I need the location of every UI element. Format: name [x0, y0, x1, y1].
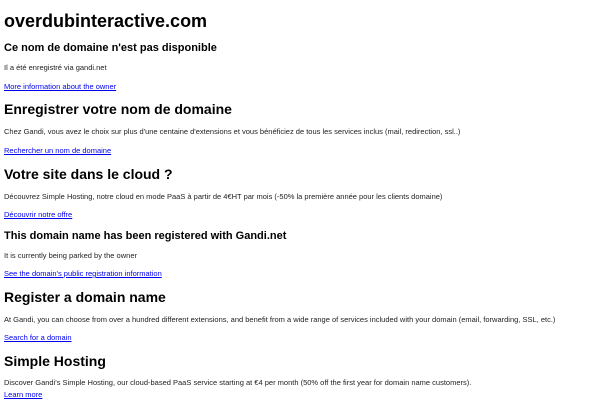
registered-via-text: Il a été enregistré via gandi.net — [4, 63, 107, 72]
register-domain-text-fr: Chez Gandi, vous avez le choix sur plus d'une centaine d'extensions et vous bénéficiez de tous les services inclus (mail, redirection, ssl..) — [4, 127, 461, 136]
simple-hosting-text-en: Discover Gandi's Simple Hosting, our cloud-based PaaS service starting at €4 per month (50% off the first year for domain name customers). — [4, 378, 472, 387]
registered-gandi-heading: This domain name has been registered with Gandi.net — [4, 230, 287, 242]
register-domain-heading-fr: Enregistrer votre nom de domaine — [4, 101, 232, 117]
parked-text: It is currently being parked by the owner — [4, 251, 137, 260]
search-domain-link-en[interactable]: Search for a domain — [4, 333, 72, 342]
register-domain-text-en: At Gandi, you can choose from over a hundred different extensions, and benefit from a wide range of services included with your domain (email, forwarding, SSL, etc.) — [4, 315, 556, 324]
public-registration-link[interactable]: See the domain's public registration information — [4, 269, 162, 278]
owner-info-link[interactable]: More information about the owner — [4, 82, 117, 91]
page-title: overdubinteractive.com — [4, 11, 208, 31]
cloud-heading-fr: Votre site dans le cloud ? — [4, 166, 173, 182]
unavailable-heading: Ce nom de domaine n'est pas disponible — [4, 42, 217, 54]
learn-more-link[interactable]: Learn more — [4, 390, 43, 399]
search-domain-link-fr[interactable]: Rechercher un nom de domaine — [4, 146, 112, 155]
register-domain-heading-en: Register a domain name — [4, 289, 166, 305]
simple-hosting-text-fr: Découvrez Simple Hosting, notre cloud en mode PaaS à partir de 4€HT par mois (-50% la première année pour les clients domaine) — [4, 192, 443, 201]
discover-offer-link-fr[interactable]: Découvrir notre offre — [4, 210, 73, 219]
simple-hosting-heading: Simple Hosting — [4, 353, 106, 369]
